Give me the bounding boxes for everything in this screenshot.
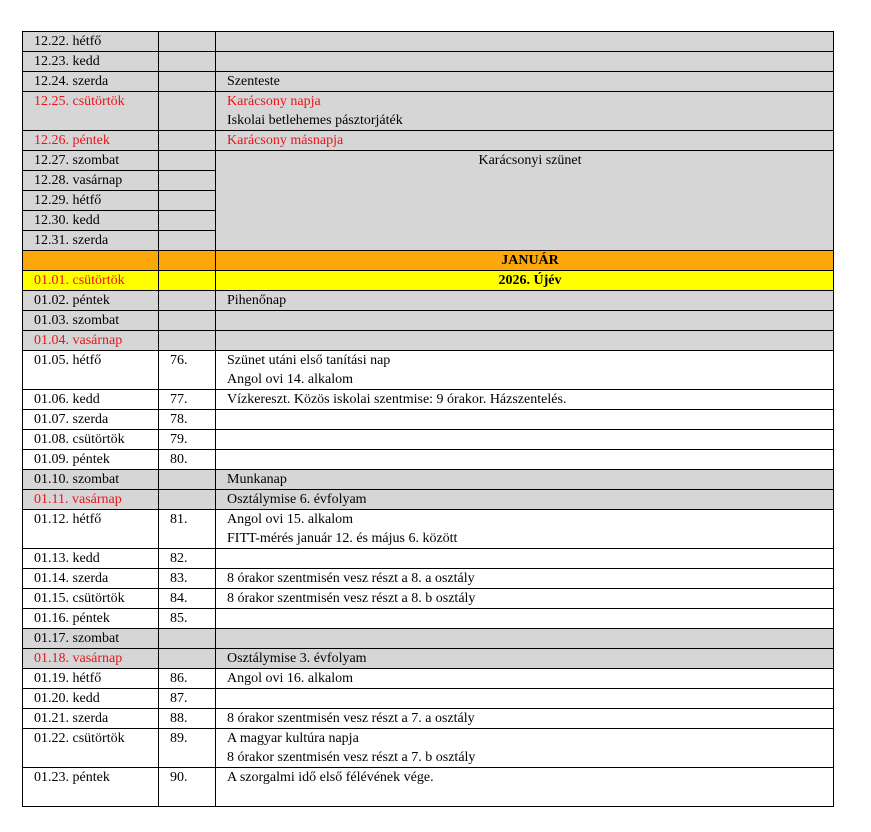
event-text: Osztálymise 6. évfolyam [227, 492, 367, 507]
lesson-number-cell [159, 291, 216, 311]
event-cell [216, 390, 834, 410]
date-cell: 12.25. csütörtök [23, 92, 159, 131]
event-cell [216, 549, 834, 569]
calendar-row [23, 709, 834, 729]
event-text: Iskolai betlehemes pásztorjáték [227, 113, 403, 128]
lesson-number-cell: 86. [159, 669, 216, 689]
lesson-number-cell: 89. [159, 729, 216, 768]
event-cell [216, 351, 834, 390]
date-cell [23, 251, 159, 271]
event-text: A szorgalmi idő első félévének vége. [227, 770, 434, 785]
date-cell: 12.22. hétfő [23, 32, 159, 52]
event-text: Angol ovi 16. alkalom [227, 671, 353, 686]
date-cell: 01.18. vasárnap [23, 649, 159, 669]
calendar-row [23, 629, 834, 649]
date-cell: 12.23. kedd [23, 52, 159, 72]
event-cell [216, 729, 834, 768]
event-cell [216, 629, 834, 649]
event-cell [216, 510, 834, 549]
lesson-number-cell: 83. [159, 569, 216, 589]
date-cell: 12.29. hétfő [23, 191, 159, 211]
event-cell [216, 72, 834, 92]
event-text: 8 órakor szentmisén vesz részt a 8. b osztály [227, 591, 476, 606]
calendar-row [23, 510, 834, 549]
calendar-row [23, 729, 834, 768]
date-cell: 12.26. péntek [23, 131, 159, 151]
lesson-number-cell [159, 331, 216, 351]
event-cell [216, 311, 834, 331]
calendar-row [23, 490, 834, 510]
date-cell: 01.14. szerda [23, 569, 159, 589]
event-text: Karácsonyi szünet [478, 153, 582, 168]
event-cell [216, 569, 834, 589]
event-text: 8 órakor szentmisén vesz részt a 8. a osztály [227, 571, 475, 586]
event-cell [216, 768, 834, 807]
date-cell: 01.17. szombat [23, 629, 159, 649]
date-cell: 01.11. vasárnap [23, 490, 159, 510]
date-cell: 01.08. csütörtök [23, 430, 159, 450]
calendar-row [23, 251, 834, 271]
event-text: 8 órakor szentmisén vesz részt a 7. b osztály [227, 750, 476, 765]
lesson-number-cell [159, 470, 216, 490]
lesson-number-cell: 81. [159, 510, 216, 549]
lesson-number-cell: 77. [159, 390, 216, 410]
lesson-number-cell [159, 151, 216, 171]
date-cell: 01.01. csütörtök [23, 271, 159, 291]
event-text: 2026. Újév [498, 273, 562, 288]
event-cell [216, 669, 834, 689]
event-text [227, 787, 833, 806]
event-cell [216, 450, 834, 470]
calendar-row [23, 291, 834, 311]
event-cell [216, 131, 834, 151]
lesson-number-cell [159, 311, 216, 331]
event-cell [216, 490, 834, 510]
event-cell [216, 609, 834, 629]
date-cell: 12.24. szerda [23, 72, 159, 92]
event-cell [216, 689, 834, 709]
calendar-row [23, 589, 834, 609]
lesson-number-cell [159, 191, 216, 211]
calendar-row [23, 768, 834, 807]
event-text: Angol ovi 15. alkalom [227, 512, 353, 527]
event-cell [216, 410, 834, 430]
event-cell [216, 52, 834, 72]
calendar-row [23, 549, 834, 569]
event-text: Karácsony napja [227, 94, 321, 109]
event-text: 8 órakor szentmisén vesz részt a 7. a osztály [227, 711, 475, 726]
date-cell: 01.02. péntek [23, 291, 159, 311]
event-cell [216, 291, 834, 311]
calendar-row [23, 649, 834, 669]
event-cell [216, 649, 834, 669]
event-text: JANUÁR [501, 253, 559, 268]
date-cell: 01.12. hétfő [23, 510, 159, 549]
event-cell [216, 251, 834, 271]
date-cell: 12.31. szerda [23, 231, 159, 251]
event-text: Vízkereszt. Közös iskolai szentmise: 9 órakor. Házszentelés. [227, 392, 567, 407]
lesson-number-cell: 90. [159, 768, 216, 807]
lesson-number-cell [159, 251, 216, 271]
lesson-number-cell [159, 231, 216, 251]
date-cell: 01.07. szerda [23, 410, 159, 430]
date-cell: 01.09. péntek [23, 450, 159, 470]
date-cell: 12.28. vasárnap [23, 171, 159, 191]
calendar-row [23, 430, 834, 450]
date-cell: 01.03. szombat [23, 311, 159, 331]
date-cell: 01.21. szerda [23, 709, 159, 729]
calendar-row [23, 689, 834, 709]
calendar-row [23, 52, 834, 72]
event-cell [216, 709, 834, 729]
lesson-number-cell: 82. [159, 549, 216, 569]
date-cell: 01.23. péntek [23, 768, 159, 807]
calendar-row [23, 32, 834, 52]
calendar-row [23, 390, 834, 410]
event-text: FITT-mérés január 12. és május 6. között [227, 531, 458, 546]
calendar-row [23, 131, 834, 151]
lesson-number-cell: 80. [159, 450, 216, 470]
calendar-row [23, 609, 834, 629]
lesson-number-cell [159, 72, 216, 92]
lesson-number-cell: 84. [159, 589, 216, 609]
event-cell [216, 331, 834, 351]
date-cell: 01.16. péntek [23, 609, 159, 629]
date-cell: 01.22. csütörtök [23, 729, 159, 768]
lesson-number-cell [159, 52, 216, 72]
lesson-number-cell [159, 629, 216, 649]
date-cell: 01.13. kedd [23, 549, 159, 569]
lesson-number-cell [159, 490, 216, 510]
calendar-row [23, 450, 834, 470]
lesson-number-cell: 88. [159, 709, 216, 729]
lesson-number-cell: 76. [159, 351, 216, 390]
lesson-number-cell: 78. [159, 410, 216, 430]
calendar-row [23, 311, 834, 331]
event-text: Szünet utáni első tanítási nap [227, 353, 391, 368]
event-text: Pihenőnap [227, 293, 287, 308]
calendar-row [23, 470, 834, 490]
event-cell [216, 430, 834, 450]
date-cell: 01.05. hétfő [23, 351, 159, 390]
date-cell: 01.19. hétfő [23, 669, 159, 689]
date-cell: 01.06. kedd [23, 390, 159, 410]
event-cell [216, 32, 834, 52]
date-cell: 12.30. kedd [23, 211, 159, 231]
lesson-number-cell: 85. [159, 609, 216, 629]
calendar-row [23, 669, 834, 689]
lesson-number-cell: 87. [159, 689, 216, 709]
lesson-number-cell: 79. [159, 430, 216, 450]
calendar-body [23, 32, 834, 807]
date-cell: 01.10. szombat [23, 470, 159, 490]
lesson-number-cell [159, 649, 216, 669]
school-calendar-table [22, 31, 834, 807]
event-text: Karácsony másnapja [227, 133, 344, 148]
calendar-row [23, 351, 834, 390]
event-text: Osztálymise 3. évfolyam [227, 651, 367, 666]
event-cell [216, 151, 834, 251]
calendar-row [23, 410, 834, 430]
event-cell [216, 470, 834, 490]
calendar-row [23, 569, 834, 589]
date-cell: 01.04. vasárnap [23, 331, 159, 351]
lesson-number-cell [159, 131, 216, 151]
calendar-row [23, 151, 834, 171]
event-text: A magyar kultúra napja [227, 731, 359, 746]
lesson-number-cell [159, 32, 216, 52]
lesson-number-cell [159, 92, 216, 131]
date-cell: 01.20. kedd [23, 689, 159, 709]
lesson-number-cell [159, 211, 216, 231]
calendar-row [23, 271, 834, 291]
date-cell: 12.27. szombat [23, 151, 159, 171]
date-cell: 01.15. csütörtök [23, 589, 159, 609]
calendar-row [23, 331, 834, 351]
calendar-row [23, 72, 834, 92]
calendar-row [23, 92, 834, 131]
event-cell [216, 92, 834, 131]
lesson-number-cell [159, 171, 216, 191]
event-cell [216, 589, 834, 609]
event-text: Munkanap [227, 472, 287, 487]
event-text: Angol ovi 14. alkalom [227, 372, 353, 387]
lesson-number-cell [159, 271, 216, 291]
event-text: Szenteste [227, 74, 280, 89]
event-cell [216, 271, 834, 291]
